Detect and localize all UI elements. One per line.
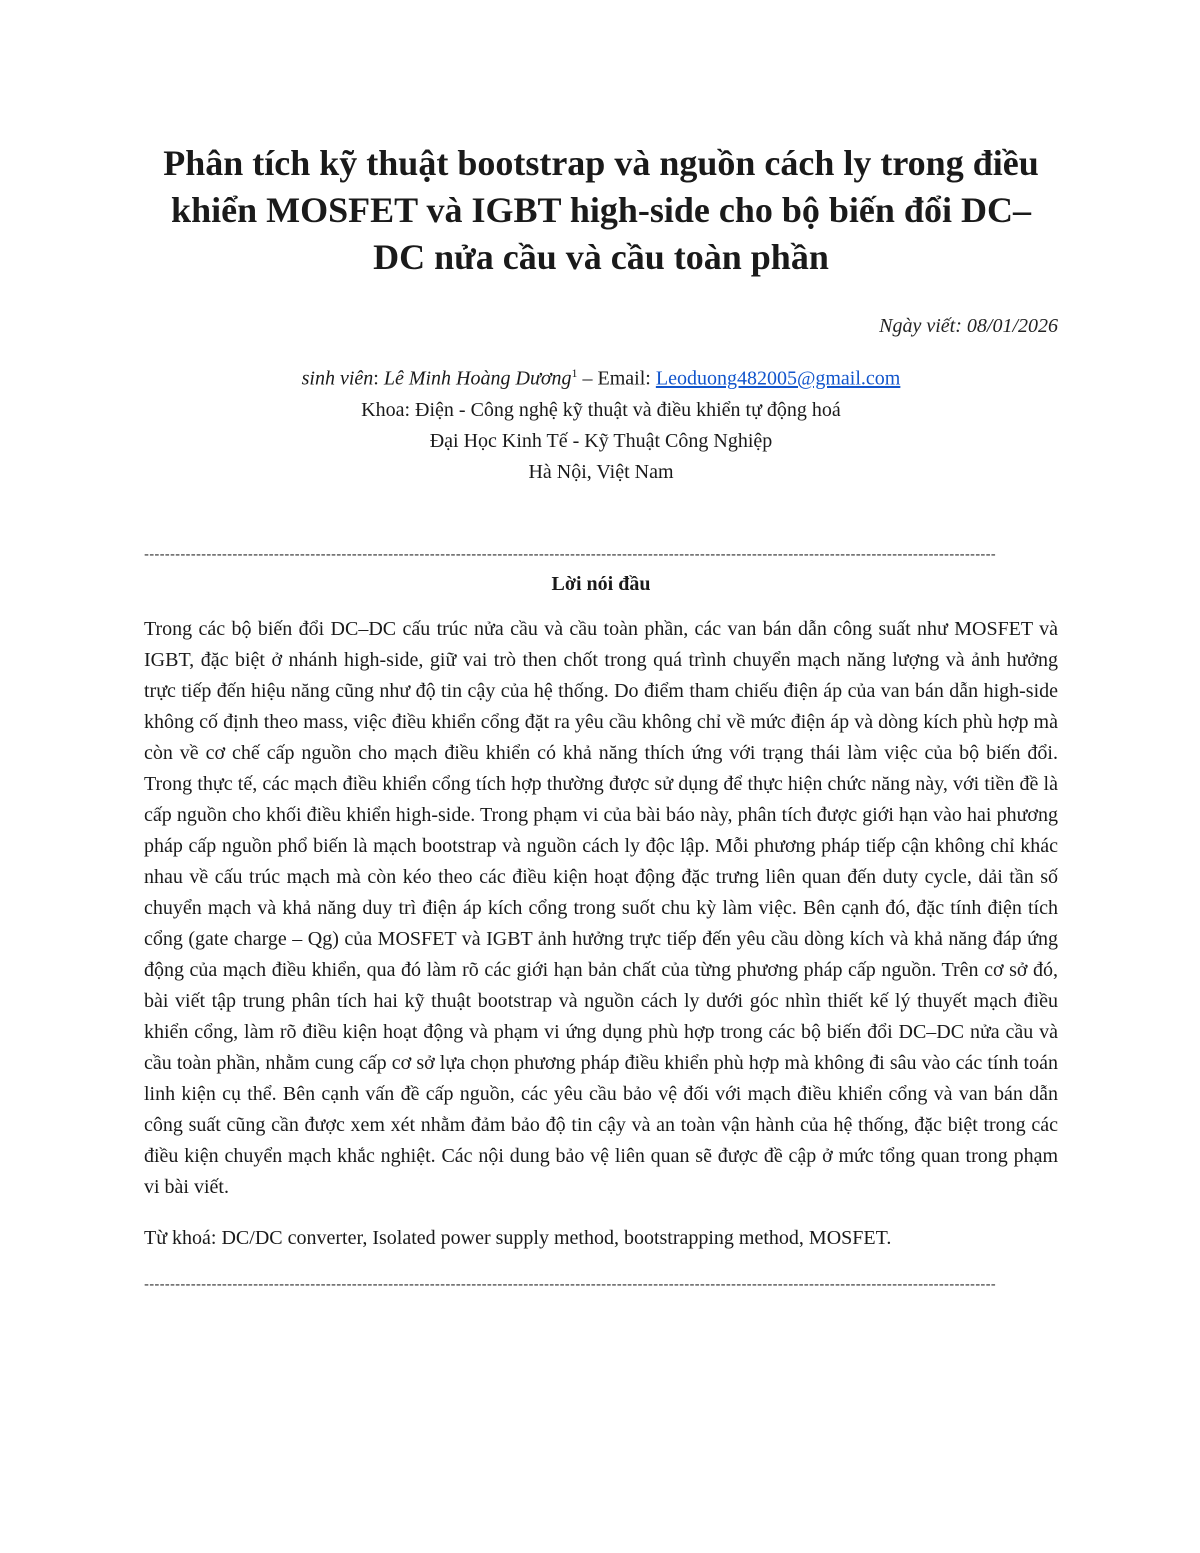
author-name: Lê Minh Hoàng Dương [383,367,572,390]
faculty-line: Khoa: Điện - Công nghệ kỹ thuật và điều khiển tự động hoá [361,398,841,421]
divider-top: -------------------------------------------------------------------------------------------------------------------------------------------------------------------- [144,545,996,563]
date-line: Ngày viết: 08/01/2026 [879,315,1058,337]
paper-page [144,140,1058,1293]
university-line: Đại Học Kinh Tế - Kỹ Thuật Công Nghiệp [429,429,773,452]
divider-bottom: -------------------------------------------------------------------------------------------------------------------------------------------------------------------- [144,1275,996,1293]
email-label: – Email: [577,367,656,390]
email-link[interactable]: Leoduong482005@gmail.com [655,367,901,390]
keywords-line: Từ khoá: DC/DC converter, Isolated power supply method, bootstrapping method, MOSFET. [144,1226,892,1249]
abstract-paragraph: Trong các bộ biến đổi DC–DC cấu trúc nửa cầu và cầu toàn phần, các van bán dẫn công suất như MOSFET và IGBT, đặc biệt ở nhánh high-side, giữ vai trò then chốt trong quá trình chuyển mạch năng lượng và ảnh hưởng trực tiếp đến hiệu năng cũng như độ tin cậy của hệ thống. Do điểm tham chiếu điện áp của van bán dẫn high-side không cố định theo mass, việc điều khiển cổng đặt ra yêu cầu không chỉ về mức điện áp và dòng kích phù hợp mà còn về cơ chế cấp nguồn cho mạch điều khiển có khả năng thích ứng với trạng thái làm việc của bộ biến đổi. Trong thực tế, các mạch điều khiển cổng tích hợp thường được sử dụng để thực hiện chức năng này, với tiền đề là cấp nguồn cho khối điều khiển high-side. Trong phạm vi của bài báo này, phân tích được giới hạn vào hai phương pháp cấp nguồn phổ biến là mạch bootstrap và nguồn cách ly độc lập. Mỗi phương pháp tiếp cận không chỉ khác nhau về cấu trúc mạch mà còn kéo theo các điều kiện hoạt động đặc trưng liên quan đến duty cycle, dải tần số chuyển mạch và khả năng duy trì điện áp kích cổng trong suốt chu kỳ làm việc. Bên cạnh đó, đặc tính điện tích cổng (gate charge – Qg) của MOSFET và IGBT ảnh hưởng trực tiếp đến yêu cầu dòng kích và khả năng đáp ứng động của mạch điều khiển, qua đó làm rõ các giới hạn bản chất của từng phương pháp cấp nguồn. Trên cơ sở đó, bài viết tập trung phân tích hai kỹ thuật bootstrap và nguồn cách ly dưới góc nhìn thiết kế lý thuyết mạch điều khiển cổng, làm rõ điều kiện hoạt động và phạm vi ứng dụng phù hợp trong các bộ biến đổi DC–DC nửa cầu và cầu toàn phần, nhằm cung cấp cơ sở lựa chọn phương pháp điều khiển phù hợp mà không đi sâu vào các tính toán linh kiện cụ thể. Bên cạnh vấn đề cấp nguồn, các yêu cầu bảo vệ đối với mạch điều khiển cổng và van bán dẫn công suất cũng cần được xem xét nhằm đảm bảo độ tin cậy và an toàn vận hành của hệ thống, đặc biệt trong các điều kiện chuyển mạch khắc nghiệt. Các nội dung bảo vệ liên quan sẽ được đề cập ở mức tổng quan trong phạm vi bài viết. [144,617,1058,1198]
author-role: sinh viên [301,367,374,390]
author-block [144,358,1058,488]
preface-heading: Lời nói đầu [551,572,651,595]
paper-title: Phân tích kỹ thuật bootstrap và nguồn cách ly trong điều khiển MOSFET và IGBT high-side cho bộ biến đổi DC–DC nửa cầu và cầu toàn phần [163,143,1039,277]
author-line [144,358,1058,395]
author-separator: : [373,367,384,390]
location-line: Hà Nội, Việt Nam [528,460,674,483]
affiliation-mark: 1 [571,366,578,380]
